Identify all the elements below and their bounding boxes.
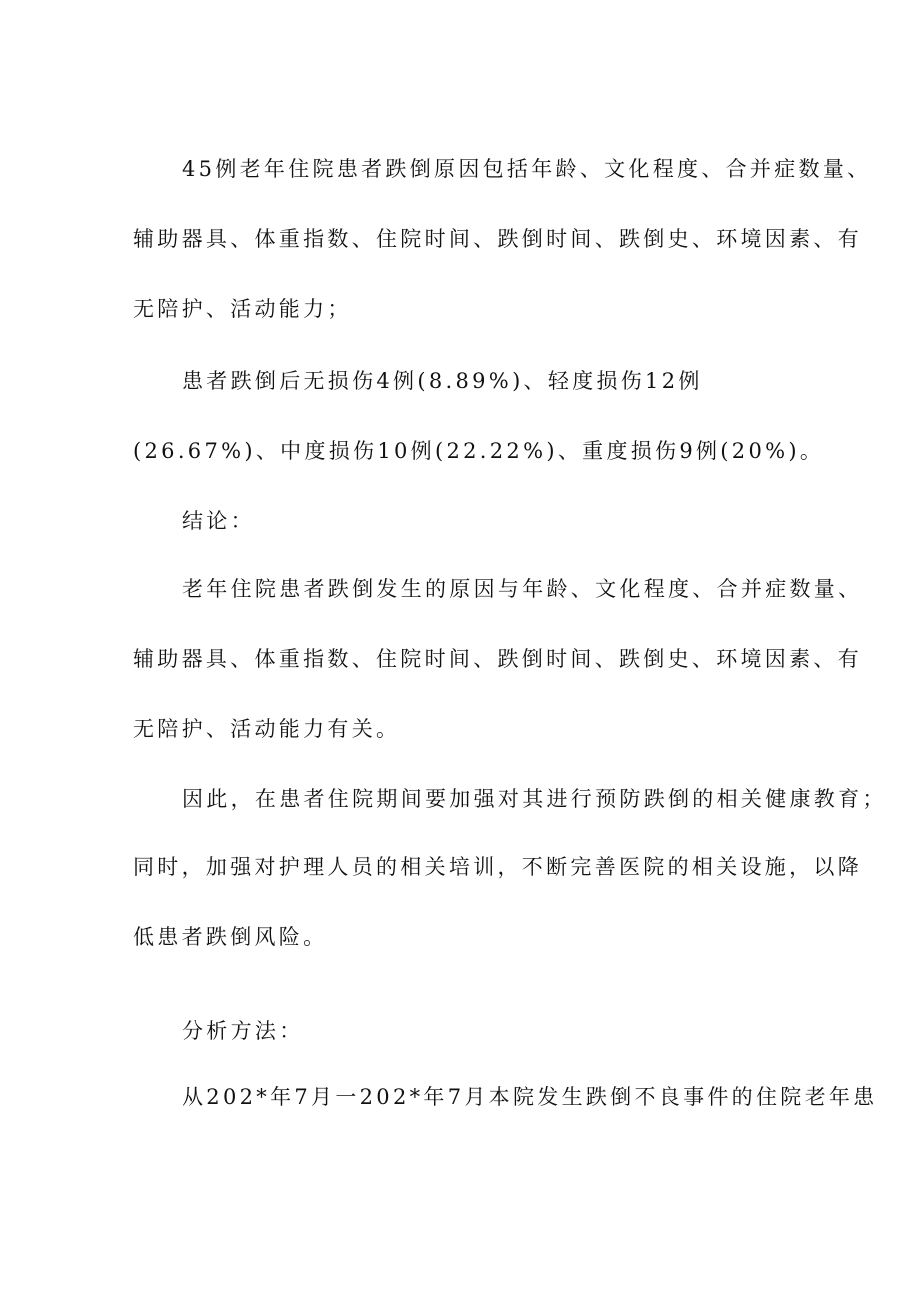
paragraph-4-line-1: 因此，在患者住院期间要加强对其进行预防跌倒的相关健康教育； <box>182 787 887 811</box>
paragraph-1-line-3: 无陪护、活动能力； <box>133 297 352 321</box>
paragraph-1-line-2: 辅助器具、体重指数、住院时间、跌倒时间、跌倒史、环境因素、有 <box>133 227 862 251</box>
paragraph-2-line-2: (26.67%)、中度损伤10例(22.22%)、重度损伤9例(20%)。 <box>133 439 825 463</box>
paragraph-4-line-2: 同时，加强对护理人员的相关培训，不断完善医院的相关设施，以降 <box>133 855 862 879</box>
paragraph-2-line-1: 患者跌倒后无损伤4例(8.89%)、轻度损伤12例 <box>182 369 703 393</box>
heading-conclusion: 结论： <box>182 509 255 533</box>
paragraph-3-line-3: 无陪护、活动能力有关。 <box>133 717 401 741</box>
paragraph-5-line-1: 从202*年7月一202*年7月本院发生跌倒不良事件的住院老年患 <box>182 1085 878 1109</box>
paragraph-1-line-1: 45例老年住院患者跌倒原因包括年龄、文化程度、合并症数量、 <box>182 157 872 181</box>
paragraph-4-line-3: 低患者跌倒风险。 <box>133 925 328 949</box>
paragraph-3-line-2: 辅助器具、体重指数、住院时间、跌倒时间、跌倒史、环境因素、有 <box>133 647 862 671</box>
heading-method: 分析方法： <box>182 1019 304 1043</box>
paragraph-3-line-1: 老年住院患者跌倒发生的原因与年龄、文化程度、合并症数量、 <box>182 577 863 601</box>
